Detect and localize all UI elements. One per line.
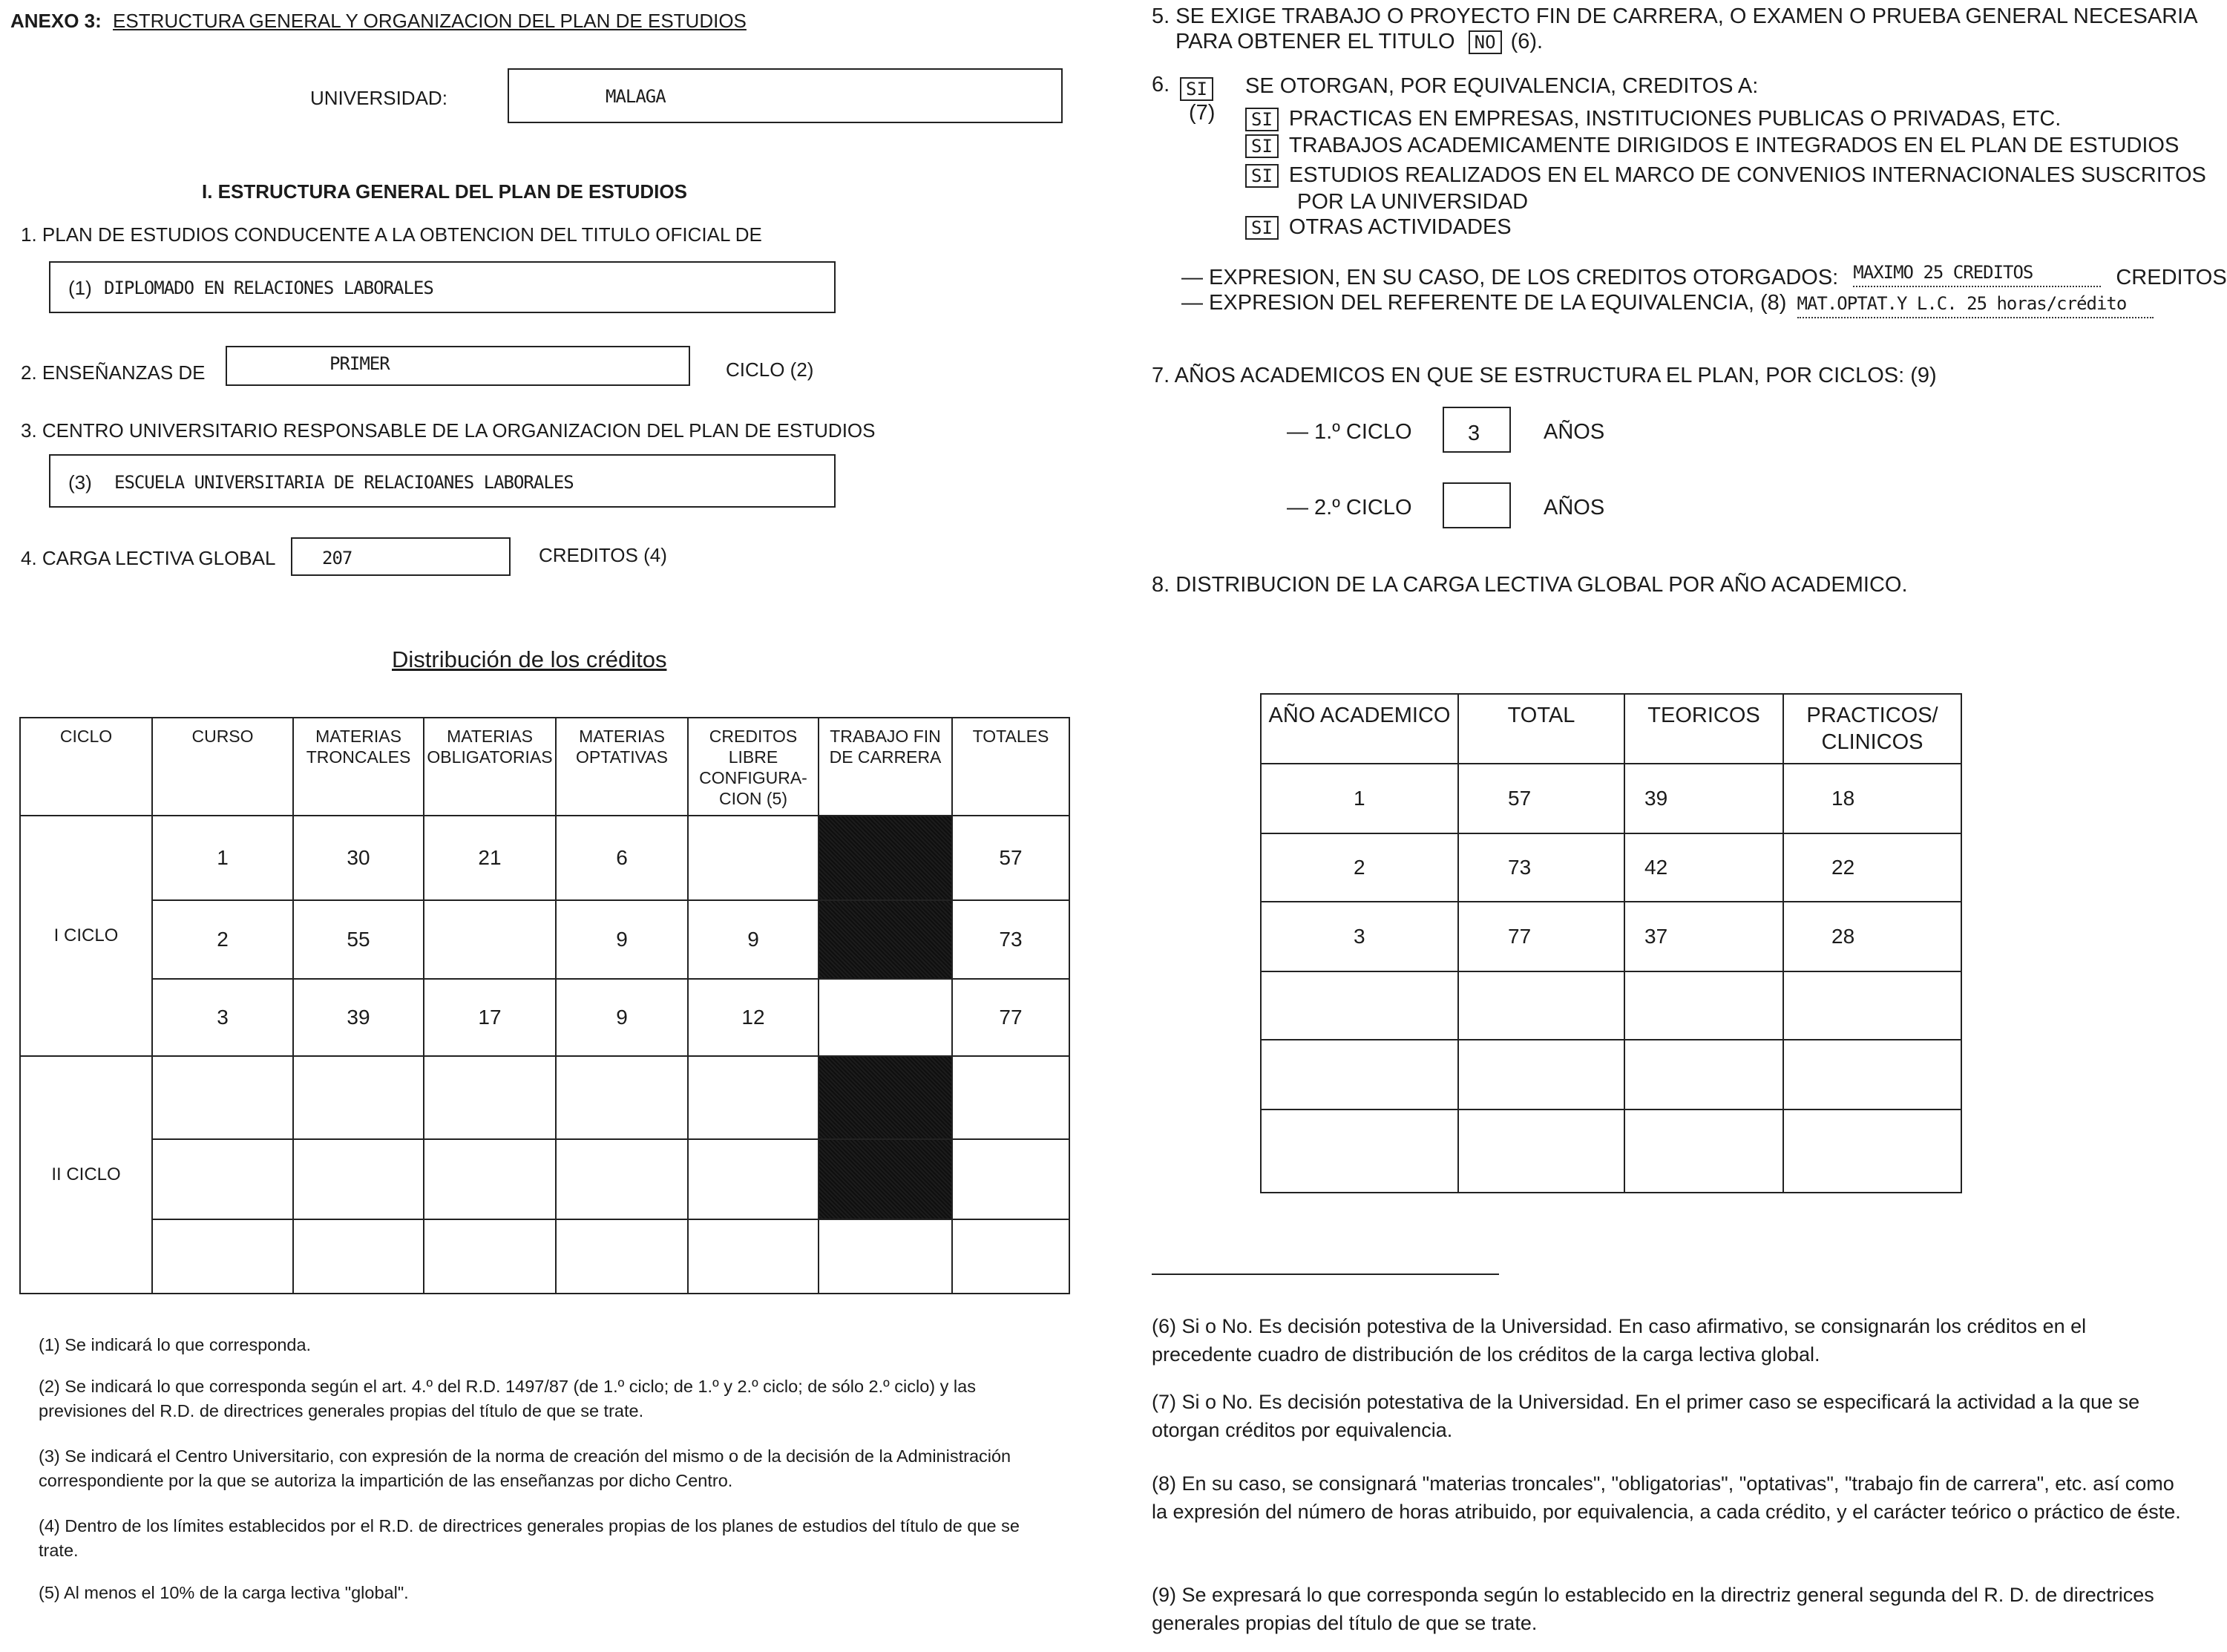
item1-label: 1. PLAN DE ESTUDIOS CONDUCENTE A LA OBTENCION DEL TITULO OFICIAL DE <box>21 223 762 246</box>
col-optativas: MATERIAS OPTATIVAS <box>556 718 688 816</box>
item6-value: SI <box>1180 77 1224 101</box>
titulo-field <box>49 261 836 313</box>
item5-line2 <box>1175 28 1543 55</box>
curso-cell: 3 <box>152 979 293 1056</box>
obligatorias-cell <box>424 900 556 979</box>
credits-table <box>19 717 1070 1294</box>
troncales-cell: 39 <box>293 979 424 1056</box>
footnote-7: (7) Si o No. Es decisión potestativa de la Universidad. En el primer caso se especificará la actividad a la que se otorgan créditos por equivalencia. <box>1152 1391 2140 1441</box>
col-total: TOTAL <box>1458 694 1624 764</box>
expr2-row <box>1181 289 2154 318</box>
practicos-cell: 28 <box>1783 902 1961 971</box>
ciclo2-years-field <box>1443 482 1511 528</box>
item8-label: 8. DISTRIBUCION DE LA CARGA LECTIVA GLOBAL POR AÑO ACADEMICO. <box>1152 573 1908 597</box>
option-row <box>1245 105 2061 132</box>
option-row <box>1245 214 1512 240</box>
libre-cell <box>688 816 819 900</box>
year-cell: 3 <box>1261 902 1458 971</box>
totales-cell: 57 <box>952 816 1069 900</box>
item5-suffix: (6). <box>1510 30 1544 53</box>
ciclo2-label: II CICLO <box>20 1056 152 1294</box>
total-cell: 77 <box>1458 902 1624 971</box>
year-table <box>1260 693 1962 1193</box>
practicos-cell: 22 <box>1783 833 1961 902</box>
year-cell: 2 <box>1261 833 1458 902</box>
obligatorias-cell: 21 <box>424 816 556 900</box>
footnote-8: (8) En su caso, se consignará "materias troncales", "obligatorias", "optativas", "trabajo fin de carrera", etc. así como la expresión del número de horas atribuido, por equivalencia, a cada crédito, y el carácter teórico o práctico de éste. <box>1152 1472 2181 1523</box>
totales-cell: 77 <box>952 979 1069 1056</box>
option-row <box>1245 162 2206 189</box>
col-teoricos: TEORICOS <box>1624 694 1783 764</box>
centro-field <box>49 454 836 508</box>
table-row <box>20 1219 1069 1294</box>
carga-field <box>291 537 511 576</box>
option-mark: SI <box>1245 216 1279 240</box>
col-curso: CURSO <box>152 718 293 816</box>
total-cell: 73 <box>1458 833 1624 902</box>
option-mark: SI <box>1245 164 1279 188</box>
obligatorias-cell: 17 <box>424 979 556 1056</box>
item4-label: 4. CARGA LECTIVA GLOBAL <box>21 547 276 569</box>
ciclo2-years-label: — 2.º CICLO <box>1287 496 1412 519</box>
footnote-4: (4) Dentro de los límites establecidos por el R.D. de directrices generales propias de los planes de estudios del título de que se trate. <box>39 1516 1020 1560</box>
optativas-cell: 9 <box>556 900 688 979</box>
libre-cell: 9 <box>688 900 819 979</box>
item6-ref: (7) <box>1189 101 1216 125</box>
option-row <box>1245 132 2179 159</box>
col-libre: CREDITOS LIBRE CONFIGURA- CION (5) <box>688 718 819 816</box>
annex-label: ANEXO 3: <box>10 10 102 32</box>
ciclo1-years-field <box>1443 407 1511 453</box>
item2-suffix: CICLO (2) <box>726 358 814 381</box>
shaded-cell <box>819 1139 952 1219</box>
expr2-value: MAT.OPTAT.Y L.C. 25 horas/crédito <box>1797 290 2154 318</box>
expr1-suffix: CREDITOS <box>2116 266 2227 289</box>
item2-label: 2. ENSEÑANZAS DE <box>21 361 206 384</box>
centro-value: ESCUELA UNIVERSITARIA DE RELACIOANES LABORALES <box>114 472 574 493</box>
table-row <box>1261 902 1961 971</box>
curso-cell: 1 <box>152 816 293 900</box>
shaded-cell <box>819 900 952 979</box>
teoricos-cell: 37 <box>1624 902 1783 971</box>
footnote-6: (6) Si o No. Es decisión potestiva de la Universidad. En caso afirmativo, se consignarán los créditos en el precedente cuadro de distribución de los créditos de la carga lectiva global. <box>1152 1315 2087 1366</box>
ciclo1-label: I CICLO <box>20 816 152 1056</box>
col-practicos: PRACTICOS/ CLINICOS <box>1783 694 1961 764</box>
expr2-label: — EXPRESION DEL REFERENTE DE LA EQUIVALENCIA, (8) <box>1181 291 1787 315</box>
curso-cell: 2 <box>152 900 293 979</box>
footnote-5: (5) Al menos el 10% de la carga lectiva "global". <box>39 1583 409 1602</box>
teoricos-cell: 42 <box>1624 833 1783 902</box>
item7-label: 7. AÑOS ACADEMICOS EN QUE SE ESTRUCTURA EL PLAN, POR CICLOS: (9) <box>1152 364 1937 387</box>
table-row <box>20 900 1069 979</box>
expr1-label: — EXPRESION, EN SU CASO, DE LOS CREDITOS OTORGADOS: <box>1181 266 1839 289</box>
option-text-cont: POR LA UNIVERSIDAD <box>1297 190 1529 214</box>
titulo-value: DIPLOMADO EN RELACIONES LABORALES <box>104 278 433 298</box>
col-troncales: MATERIAS TRONCALES <box>293 718 424 816</box>
col-ano: AÑO ACADEMICO <box>1261 694 1458 764</box>
ensenanzas-value: PRIMER <box>329 353 390 374</box>
col-obligatorias: MATERIAS OBLIGATORIAS <box>424 718 556 816</box>
option-mark: SI <box>1245 108 1279 131</box>
universidad-value: MALAGA <box>606 86 666 107</box>
totales-cell: 73 <box>952 900 1069 979</box>
table-row <box>20 816 1069 900</box>
universidad-label: UNIVERSIDAD: <box>310 87 447 109</box>
option-mark: SI <box>1245 134 1279 158</box>
col-totales: TOTALES <box>952 718 1069 816</box>
item3-label: 3. CENTRO UNIVERSITARIO RESPONSABLE DE LA ORGANIZACION DEL PLAN DE ESTUDIOS <box>21 419 876 442</box>
annex-header <box>10 9 747 33</box>
table-row <box>1261 764 1961 833</box>
item1-num: (1) <box>68 277 92 299</box>
section-title: I. ESTRUCTURA GENERAL DEL PLAN DE ESTUDIOS <box>202 180 687 203</box>
shaded-cell <box>819 1056 952 1139</box>
year-cell: 1 <box>1261 764 1458 833</box>
item5-line1: 5. SE EXIGE TRABAJO O PROYECTO FIN DE CARRERA, O EXAMEN O PRUEBA GENERAL NECESARIA <box>1152 4 2198 28</box>
item6-title: SE OTORGAN, POR EQUIVALENCIA, CREDITOS A: <box>1245 74 1759 98</box>
years-label-1: AÑOS <box>1544 420 1605 444</box>
footnote-3: (3) Se indicará el Centro Universitario, con expresión de la norma de creación del mismo o de la decisión de la Administración correspondiente por la que se autoriza la impartición de las enseñanzas por dicho Centro. <box>39 1446 1011 1490</box>
shaded-cell <box>819 816 952 900</box>
footnote-2: (2) Se indicará lo que corresponda según el art. 4.º del R.D. 1497/87 (de 1.º ciclo; de 1.º y 2.º ciclo; de sólo 2.º ciclo) y las previsiones del R.D. de directrices generales propias del título de que se trate. <box>39 1377 976 1420</box>
option-text: ESTUDIOS REALIZADOS EN EL MARCO DE CONVENIOS INTERNACIONALES SUSCRITOS <box>1288 163 2206 187</box>
optativas-cell: 9 <box>556 979 688 1056</box>
footnote-divider <box>1152 1274 1499 1275</box>
universidad-field <box>508 68 1063 123</box>
item6-num: 6. <box>1152 73 1170 96</box>
item5-label: PARA OBTENER EL TITULO <box>1175 30 1455 53</box>
troncales-cell: 55 <box>293 900 424 979</box>
option-text: PRACTICAS EN EMPRESAS, INSTITUCIONES PUBLICAS O PRIVADAS, ETC. <box>1288 107 2062 131</box>
item4-suffix: CREDITOS (4) <box>539 544 667 566</box>
troncales-cell: 30 <box>293 816 424 900</box>
optativas-cell: 6 <box>556 816 688 900</box>
ensenanzas-field <box>226 346 690 386</box>
item5-value: NO <box>1469 30 1502 54</box>
years-label-2: AÑOS <box>1544 496 1605 519</box>
col-trabajo: TRABAJO FIN DE CARRERA <box>819 718 952 816</box>
col-ciclo: CICLO <box>20 718 152 816</box>
table-row <box>20 1139 1069 1219</box>
option-text: TRABAJOS ACADEMICAMENTE DIRIGIDOS E INTEGRADOS EN EL PLAN DE ESTUDIOS <box>1288 134 2180 157</box>
ciclo1-years-value: 3 <box>1468 422 1480 445</box>
table-row <box>1261 833 1961 902</box>
practicos-cell: 18 <box>1783 764 1961 833</box>
table-row <box>20 979 1069 1056</box>
distribution-title: Distribución de los créditos <box>392 646 667 672</box>
teoricos-cell: 39 <box>1624 764 1783 833</box>
footnote-1: (1) Se indicará lo que corresponda. <box>39 1335 312 1354</box>
empty-cell <box>819 979 952 1056</box>
ciclo1-years-label: — 1.º CICLO <box>1287 420 1412 444</box>
option-text: OTRAS ACTIVIDADES <box>1288 215 1512 239</box>
annex-title: ESTRUCTURA GENERAL Y ORGANIZACION DEL PLAN DE ESTUDIOS <box>113 10 747 32</box>
credits-header-row <box>20 718 1069 816</box>
libre-cell: 12 <box>688 979 819 1056</box>
item3-num: (3) <box>68 471 92 494</box>
year-header-row <box>1261 694 1961 764</box>
expr1-value: MAXIMO 25 CREDITOS <box>1853 259 2101 287</box>
carga-value: 207 <box>322 548 352 568</box>
table-row <box>20 1056 1069 1139</box>
footnote-9: (9) Se expresará lo que corresponda según lo establecido en la directriz general segunda del R. D. de directrices generales propias del título de que se trate. <box>1152 1584 2154 1634</box>
total-cell: 57 <box>1458 764 1624 833</box>
